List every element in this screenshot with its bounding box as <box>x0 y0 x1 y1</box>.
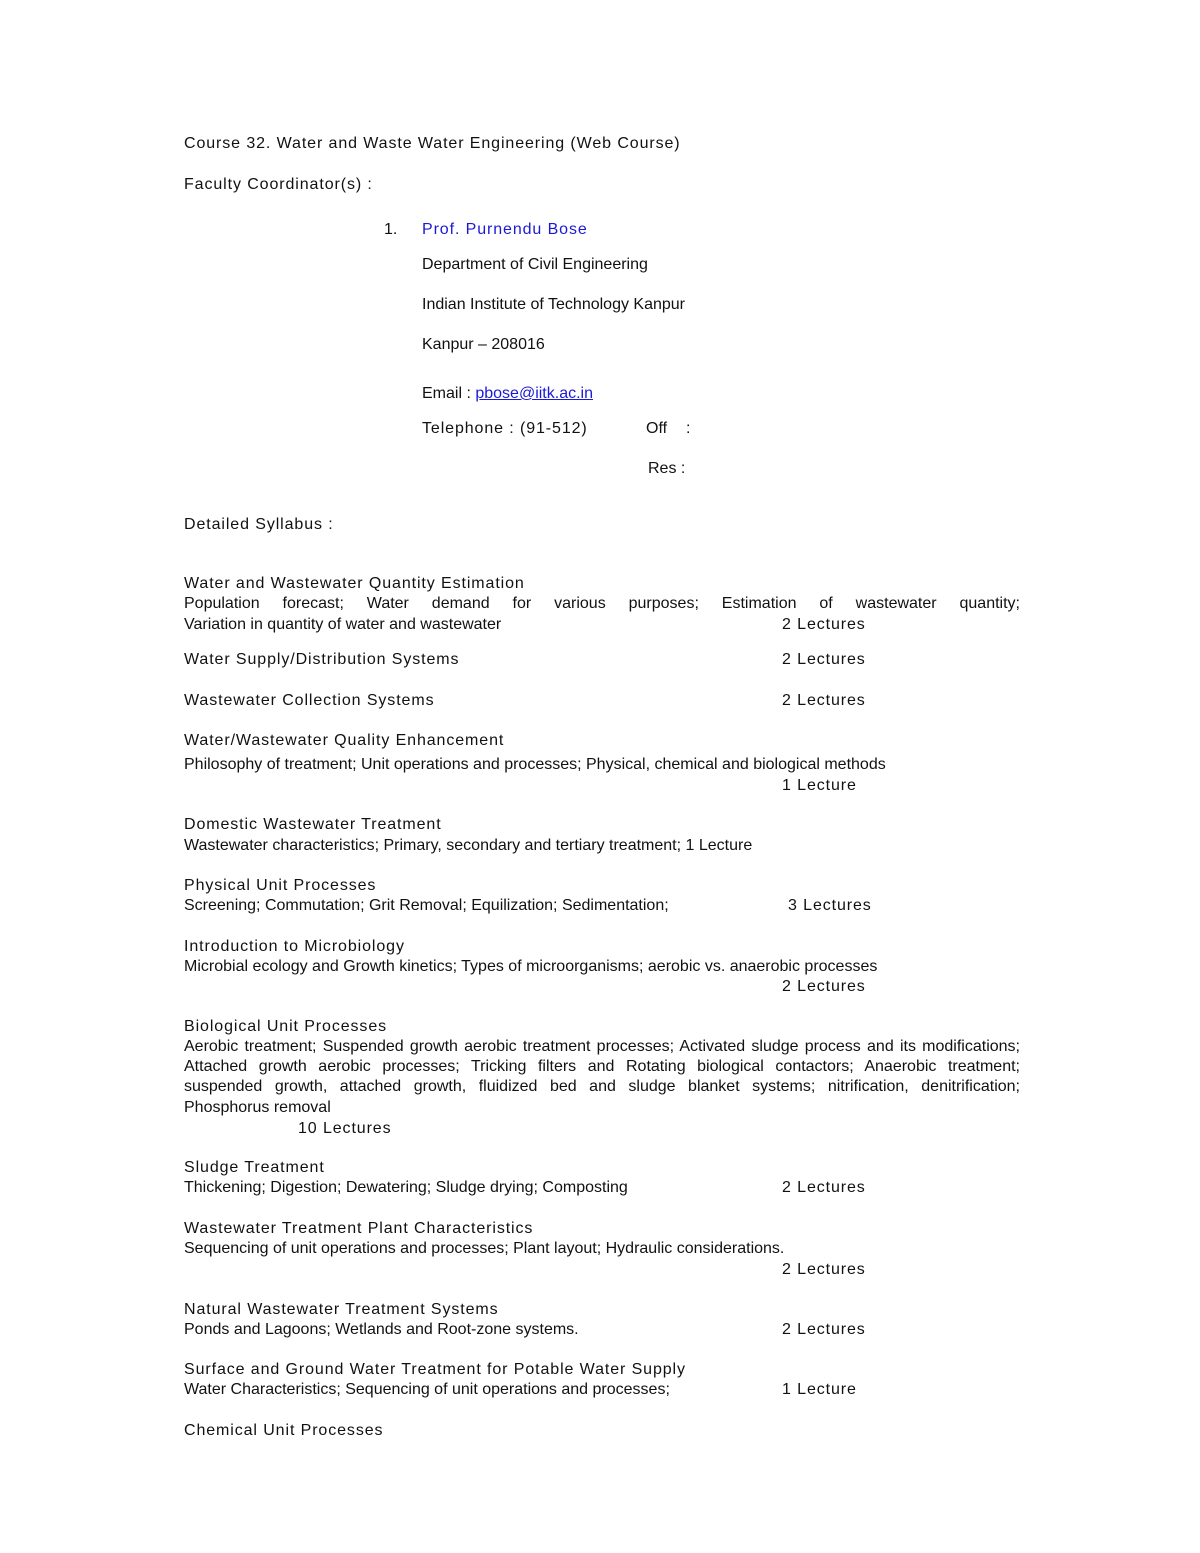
section-description: Screening; Commutation; Grit Removal; Equilization; Sedimentation; <box>184 897 669 914</box>
lecture-count: 2 Lectures <box>782 692 866 709</box>
coordinator-city: Kanpur – 208016 <box>422 336 545 353</box>
section-description: Philosophy of treatment; Unit operations and processes; Physical, chemical and biological methods <box>184 756 886 773</box>
office-phone-colon: : <box>686 420 691 437</box>
syllabus-heading: Detailed Syllabus : <box>184 516 334 533</box>
section-title: Sludge Treatment <box>184 1159 325 1176</box>
section-title: Biological Unit Processes <box>184 1018 388 1035</box>
section-description: Microbial ecology and Growth kinetics; Types of microorganisms; aerobic vs. anaerobic processes <box>184 958 878 975</box>
email-label: Email : <box>422 385 471 402</box>
lecture-count: 3 Lectures <box>788 897 872 914</box>
section-title: Wastewater Collection Systems <box>184 692 435 709</box>
lecture-count: 2 Lectures <box>782 1261 866 1278</box>
section-title: Natural Wastewater Treatment Systems <box>184 1301 499 1318</box>
lecture-count: 10 Lectures <box>298 1120 392 1137</box>
section-title: Water and Wastewater Quantity Estimation <box>184 575 525 592</box>
section-description: Thickening; Digestion; Dewatering; Sludge drying; Composting <box>184 1179 628 1196</box>
lecture-count: 1 Lecture <box>782 777 857 794</box>
lecture-count: 2 Lectures <box>782 1321 866 1338</box>
lecture-count: 2 Lectures <box>782 978 866 995</box>
office-phone-label: Off <box>646 420 668 437</box>
coordinator-number: 1. <box>384 221 398 238</box>
email-row <box>422 384 593 404</box>
section-title: Physical Unit Processes <box>184 877 377 894</box>
coordinator-department: Department of Civil Engineering <box>422 256 648 273</box>
section-description: Wastewater characteristics; Primary, secondary and tertiary treatment; 1 Lecture <box>184 837 753 854</box>
section-description: Population forecast; Water demand for various purposes; Estimation of wastewater quantity; <box>184 595 1020 612</box>
course-title: Course 32. Water and Waste Water Engineering (Web Course) <box>184 135 681 152</box>
lecture-count: 2 Lectures <box>782 616 866 633</box>
section-description-line2: Variation in quantity of water and wastewater <box>184 616 502 633</box>
coordinator-institute: Indian Institute of Technology Kanpur <box>422 296 685 313</box>
section-title: Surface and Ground Water Treatment for Potable Water Supply <box>184 1361 686 1378</box>
section-title: Wastewater Treatment Plant Characteristics <box>184 1220 534 1237</box>
lecture-count: 2 Lectures <box>782 1179 866 1196</box>
faculty-coordinator-label: Faculty Coordinator(s) : <box>184 176 373 193</box>
email-link[interactable]: pbose@iitk.ac.in <box>475 385 593 402</box>
section-title: Water/Wastewater Quality Enhancement <box>184 732 505 749</box>
lecture-count: 1 Lecture <box>782 1381 857 1398</box>
lecture-count: 2 Lectures <box>782 651 866 668</box>
section-title: Water Supply/Distribution Systems <box>184 651 460 668</box>
section-title: Chemical Unit Processes <box>184 1422 384 1439</box>
telephone-label: Telephone : (91-512) <box>422 420 588 437</box>
section-title: Domestic Wastewater Treatment <box>184 816 442 833</box>
section-description: Ponds and Lagoons; Wetlands and Root-zone systems. <box>184 1321 579 1338</box>
section-description: Aerobic treatment; Suspended growth aerobic treatment processes; Activated sludge process and its modifications; Attached growth aerobic processes; Tricking filters and Rotating biological contactors; Anaerobic treatment; suspended growth, attached growth, fluidized bed and sludge blanket systems; nitrification, denitrification; Phosphorus removal <box>184 1038 1020 1116</box>
residence-phone-label: Res : <box>648 460 686 477</box>
section-title: Introduction to Microbiology <box>184 938 405 955</box>
section-description: Water Characteristics; Sequencing of unit operations and processes; <box>184 1381 670 1398</box>
coordinator-name: Prof. Purnendu Bose <box>422 221 588 238</box>
section-description: Sequencing of unit operations and processes; Plant layout; Hydraulic considerations. <box>184 1240 785 1257</box>
